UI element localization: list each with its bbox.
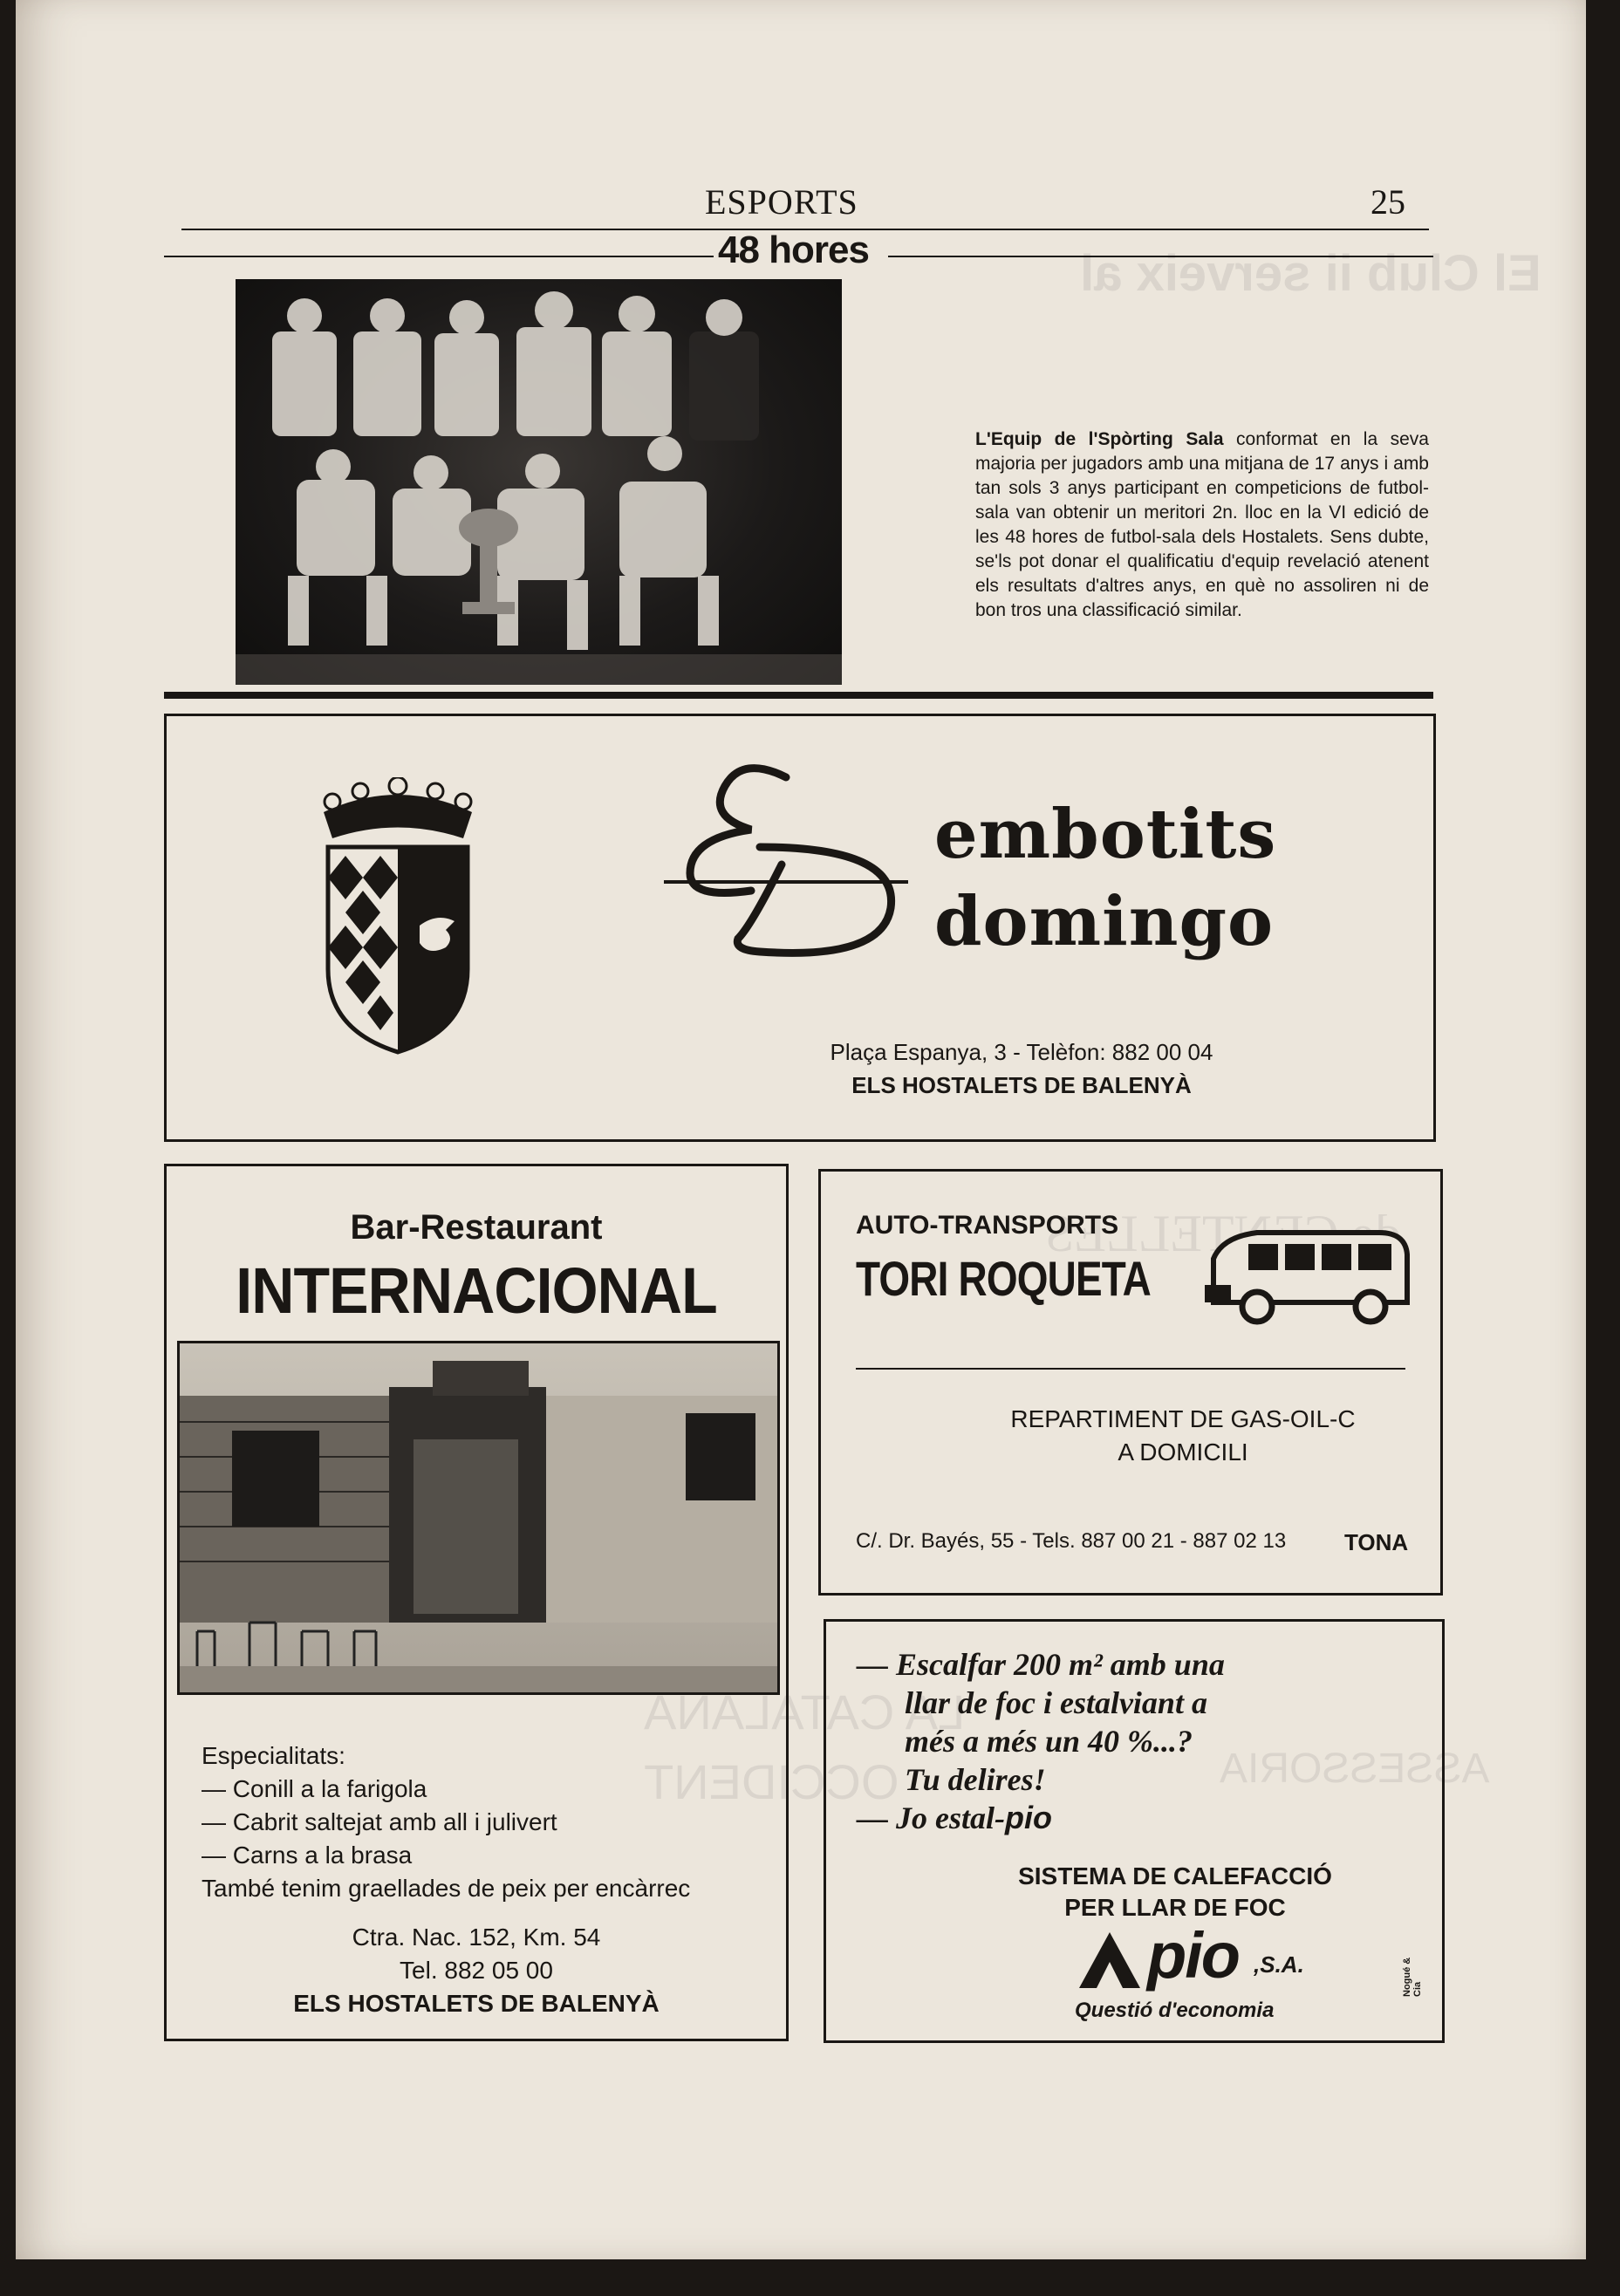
pio-credit: Nogué & Cia xyxy=(1402,1957,1423,1997)
magazine-page xyxy=(16,0,1586,2259)
transport-service-1: REPARTIMENT DE GAS-OIL-C xyxy=(1010,1405,1356,1432)
bleed-through-text: OCCIDENT xyxy=(644,1754,899,1809)
truck-icon xyxy=(1196,1220,1414,1333)
ad-embotits-domingo xyxy=(164,714,1436,1142)
embotits-town: ELS HOSTALETS DE BALENYÀ xyxy=(851,1072,1192,1098)
pio-slogan-brand: pio xyxy=(1004,1800,1052,1835)
specialty-item: — Cabrit saltejat amb all i julivert xyxy=(202,1808,557,1835)
transport-label: AUTO-TRANSPORTS xyxy=(856,1211,1119,1240)
ed-monogram-logo xyxy=(655,751,917,969)
caption-lead: L'Equip de l'Spòrting Sala xyxy=(975,429,1224,449)
bar-label: Bar-Restaurant xyxy=(350,1208,603,1247)
coat-of-arms-icon xyxy=(306,777,489,1056)
pio-product-2: PER LLAR DE FOC xyxy=(1064,1894,1286,1921)
subsection-rule-left xyxy=(164,256,714,257)
pio-logo-suffix: ,S.A. xyxy=(1254,1951,1304,1978)
bleed-through-text: de CENTELLES xyxy=(1045,1205,1402,1262)
subsection-title: 48 hores xyxy=(718,229,869,271)
bar-name: INTERNACIONAL xyxy=(236,1254,717,1327)
pio-slogan-4: Tu delires! xyxy=(905,1762,1046,1797)
brand-embotits: embotits xyxy=(934,795,1277,874)
team-photo xyxy=(236,279,842,685)
pio-logo-text: pio xyxy=(1147,1919,1239,1992)
transport-town: TONA xyxy=(1344,1529,1409,1555)
ad-pio xyxy=(824,1619,1445,2043)
pio-slogan-2: llar de foc i estalviant a xyxy=(905,1685,1207,1720)
subsection-rule-right xyxy=(888,256,1433,257)
bleed-through-text: LA CATALANA xyxy=(644,1684,966,1739)
pio-tagline: Questió d'economia xyxy=(1075,1999,1275,2022)
ad-bar-restaurant xyxy=(164,1164,789,2041)
bleed-through-text: ASSESSORIA xyxy=(1220,1746,1490,1792)
pio-slogan-5: Jo estal- xyxy=(896,1801,1005,1835)
pio-product-1: SISTEMA DE CALEFACCIÓ xyxy=(1018,1862,1332,1889)
pio-slogan-line: — Jo estal-pio xyxy=(857,1800,1052,1835)
bar-address: Ctra. Nac. 152, Km. 54 xyxy=(352,1924,601,1951)
pio-slogan-line: — Escalfar 200 m² amb una xyxy=(857,1647,1225,1682)
embotits-address: Plaça Espanya, 3 - Telèfon: 882 00 04 xyxy=(830,1039,1213,1065)
pio-slogan-1: Escalfar 200 m² amb una xyxy=(896,1647,1225,1682)
pio-slogan-3: més a més un 40 %...? xyxy=(905,1724,1193,1759)
section-title: ESPORTS xyxy=(705,182,858,222)
caption-body: conformat en la seva majoria per jugadors amb una mitjana de 17 anys i amb tan sols 3 anys participant en competicions de futbol-sala van obtenir un meritori 2n. lloc en la VI edició de les 48 hores de futbol-sala dels Hostalets. Sens dubte, se'ls pot donar el qualificatiu d'equip revelació atenent els resultats d'altres anys, en què no assoliren ni de bon tros una classificació similar. xyxy=(975,429,1429,620)
bar-photo xyxy=(177,1341,780,1695)
article-divider xyxy=(164,692,1433,699)
specialty-item: — Carns a la brasa xyxy=(202,1842,413,1869)
bleed-through-text: El Club ii serveix al xyxy=(1080,245,1541,302)
transport-service-2: A DOMICILI xyxy=(1118,1438,1248,1466)
photo-caption xyxy=(975,427,1429,623)
brand-domingo: domingo xyxy=(934,882,1275,961)
pio-logo-icon xyxy=(1075,1929,1145,1990)
page-number: 25 xyxy=(1371,182,1405,222)
bar-phone: Tel. 882 05 00 xyxy=(400,1957,553,1984)
specialties-heading: Especialitats: xyxy=(202,1742,345,1769)
bar-town: ELS HOSTALETS DE BALENYÀ xyxy=(293,1990,660,2017)
transport-divider xyxy=(856,1368,1405,1370)
transport-address: C/. Dr. Bayés, 55 - Tels. 887 00 21 - 887 02 13 xyxy=(856,1529,1287,1553)
transport-name: TORI ROQUETA xyxy=(856,1251,1151,1306)
ad-auto-transports xyxy=(818,1169,1443,1596)
bar-extra-offer: També tenim graellades de peix per encàrrec xyxy=(202,1875,691,1902)
specialty-item: — Conill a la farigola xyxy=(202,1775,427,1802)
